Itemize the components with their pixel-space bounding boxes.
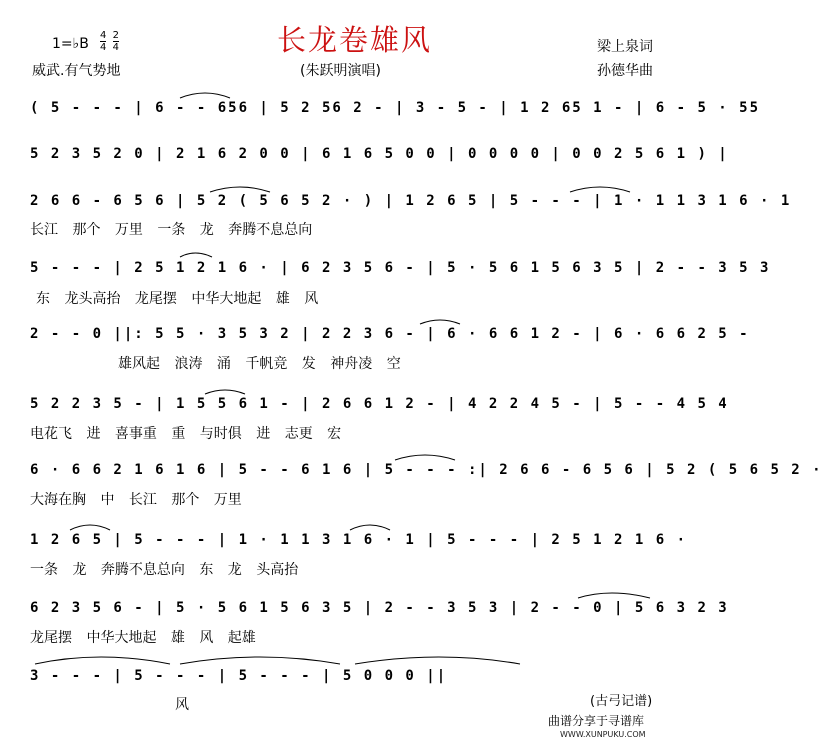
- lyricist: 梁上泉词: [597, 39, 653, 55]
- time-sig-denominator: 4: [100, 42, 107, 53]
- tempo-marking: 威武.有气势地: [32, 63, 121, 79]
- lyrics-row-7: 大海在胸 中 长江 那个 万里: [30, 492, 242, 508]
- tie: [180, 657, 340, 664]
- notes-row-9: 6 2 3 5 6 - | 5 · 5 6 1 5 6 3 5 | 2 - - 3 5 3 | 2 - - 0 | 5 6 3 2 3: [30, 600, 729, 616]
- lyrics-row-6: 电花飞 进 喜事重 重 与时俱 进 志更 宏: [30, 426, 342, 442]
- tie: [355, 657, 520, 664]
- slur: [395, 455, 455, 460]
- lyrics-row-3: 长江 那个 万里 一条 龙 奔腾不息总向: [30, 222, 313, 238]
- recorder-credit: (古弓记谱): [590, 694, 653, 709]
- key-signature: 1=♭B: [52, 36, 89, 52]
- lyrics-row-8: 一条 龙 奔腾不息总向 东 龙 头高抬: [30, 562, 299, 578]
- singer: (朱跃明演唱): [300, 63, 381, 79]
- slur: [350, 525, 390, 530]
- notes-row-7: 6 · 6 6 2 1 6 1 6 | 5 - - 6 1 6 | 5 - - - :| 2 6 6 - 6 5 6 | 5 2 ( 5 6 5 2 ·: [30, 462, 823, 478]
- lyrics-row-4: 东 龙头高抬 龙尾摆 中华大地起 雄 风: [36, 291, 319, 307]
- slur: [180, 93, 230, 98]
- source-watermark: 曲谱分享于寻谱库: [548, 714, 645, 728]
- notes-row-8: 1 2 6 5 | 5 - - - | 1 · 1 1 3 1 6 · 1 | 5 - - - | 2 5 1 2 1 6 ·: [30, 532, 688, 548]
- time-sig-numerator: 2: [112, 30, 119, 41]
- slur: [210, 187, 270, 192]
- slur: [570, 187, 630, 192]
- time-sig-denominator: 4: [112, 42, 119, 53]
- notes-row-2: 5 2 3 5 2 0 | 2 1 6 2 0 0 | 6 1 6 5 0 0 | 0 0 0 0 | 0 0 2 5 6 1 ) |: [30, 146, 729, 162]
- tie: [35, 657, 170, 664]
- notes-row-5: 2 - - 0 ||: 5 5 · 3 5 3 2 | 2 2 3 6 - | 6 · 6 6 1 2 - | 6 · 6 6 2 5 -: [30, 326, 750, 342]
- slur: [205, 390, 245, 394]
- notes-row-1: ( 5 - - - | 6 - - 656 | 5 2 56 2 - | 3 - 5 - | 1 2 65 1 - | 6 - 5 · 55: [30, 100, 761, 116]
- lyrics-row-5: 雄风起 浪涛 涌 千帆竞 发 神舟凌 空: [118, 356, 401, 372]
- slur: [578, 593, 650, 598]
- slur: [70, 525, 110, 530]
- slur: [420, 320, 460, 324]
- source-url: WWW.XUNPUKU.COM: [560, 730, 646, 739]
- notes-row-10: 3 - - - | 5 - - - | 5 - - - | 5 0 0 0 ||: [30, 668, 448, 684]
- lyrics-row-10: 风: [175, 697, 189, 713]
- notes-row-3: 2 6 6 - 6 5 6 | 5 2 ( 5 6 5 2 · ) | 1 2 6 5 | 5 - - - | 1 · 1 1 3 1 6 · 1: [30, 193, 792, 209]
- notes-row-4: 5 - - - | 2 5 1 2 1 6 · | 6 2 3 5 6 - | 5 · 5 6 1 5 6 3 5 | 2 - - 3 5 3: [30, 260, 771, 276]
- notes-row-6: 5 2 2 3 5 - | 1 5 5 6 1 - | 2 6 6 1 2 - | 4 2 2 4 5 - | 5 - - 4 5 4: [30, 396, 729, 412]
- composer: 孙德华曲: [597, 63, 653, 79]
- lyrics-row-9: 龙尾摆 中华大地起 雄 风 起雄: [30, 630, 256, 646]
- song-title: 长龙卷雄风: [276, 23, 432, 57]
- time-sig-numerator: 4: [100, 30, 107, 41]
- slur: [180, 253, 212, 257]
